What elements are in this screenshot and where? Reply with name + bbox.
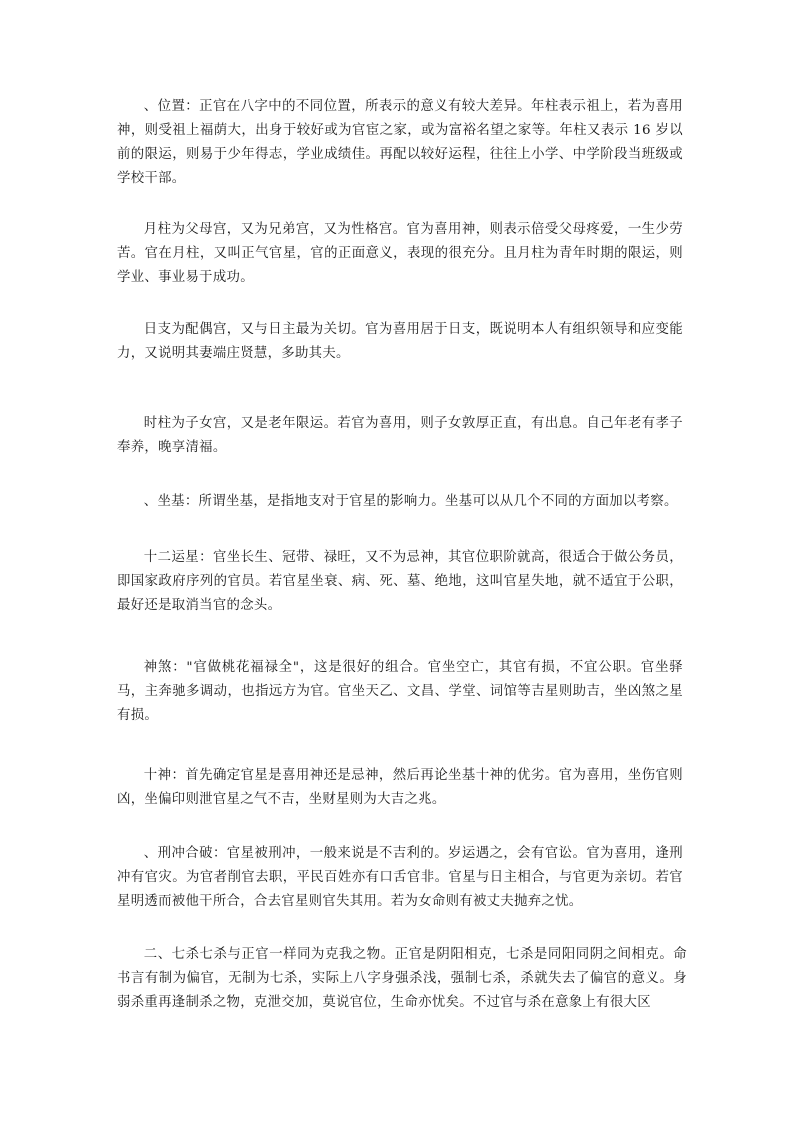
paragraph-base: 、坐基：所谓坐基，是指地支对于官星的影响力。坐基可以从几个不同的方面加以考察。 <box>143 494 678 509</box>
paragraph-day-branch: 日支为配偶宫，又与日主最为关切。官为喜用居于日支，既说明本人有组织领导和应变能力，又说明其妻端庄贤慧，多助其夫。 <box>117 322 683 361</box>
paragraph-seven-killings: 二、七杀七杀与正官一样同为克我之物。正官是阴阳相克，七杀是同阳同阴之间相克。命书言有制为偏官，无制为七杀，实际上八字身强杀浅，强制七杀，杀就失去了偏官的意义。身弱杀重再逢制杀之物，克泄交加，莫说官位，生命亦忧矣。不过官与杀在意象上有很大区 <box>117 947 687 1010</box>
paragraph-ten-gods: 十神：首先确定官星是喜用神还是忌神，然后再论坐基十神的优劣。官为喜用，坐伤官则凶，坐偏印则泄官星之气不吉，坐财星则为大吉之兆。 <box>117 768 683 807</box>
paragraph-spirits: 神煞："官做桃花福禄全"，这是很好的组合。官坐空亡，其官有损，不宜公职。官坐驿马，主奔驰多调动，也指远方为官。官坐天乙、文昌、学堂、词馆等吉星则助吉，坐凶煞之星有损。 <box>117 660 683 723</box>
paragraph-month-pillar: 月柱为父母宫，又为兄弟宫，又为性格宫。官为喜用神，则表示倍受父母疼爱，一生少劳苦。官在月柱，又叫正气官星，官的正面意义，表现的很充分。且月柱为青年时期的限运，则学业、事业易于成功。 <box>117 222 683 285</box>
paragraph-clash-combine: 、刑冲合破：官星被刑冲，一般来说是不吉利的。岁运遇之，会有官讼。官为喜用，逢刑冲有官灾。为官者削官去职，平民百姓亦有口舌官非。官星与日主相合，与官更为亲切。若官星明透而被他干所合，合去官星则官失其用。若为女命则有被丈夫抛弃之忧。 <box>117 846 683 909</box>
paragraph-position: 、位置：正官在八字中的不同位置，所表示的意义有较大差异。年柱表示祖上，若为喜用神，则受祖上福荫大，出身于较好或为官宦之家，或为富裕名望之家等。年柱又表示 16 岁以前的限运，则易于少年得志，学业成绩佳。再配以较好运程，往往上小学、中学阶段当班级或学校干部。 <box>117 99 683 186</box>
paragraph-twelve-stages: 十二运星：官坐长生、冠带、禄旺，又不为忌神，其官位职阶就高，很适合于做公务员，即国家政府序列的官员。若官星坐衰、病、死、墓、绝地，这叫官星失地，就不适宜于公职，最好还是取消当官的念头。 <box>117 550 683 613</box>
paragraph-hour-pillar: 时柱为子女宫，又是老年限运。若官为喜用，则子女敦厚正直，有出息。自己年老有孝子奉养，晚享清福。 <box>117 416 683 455</box>
